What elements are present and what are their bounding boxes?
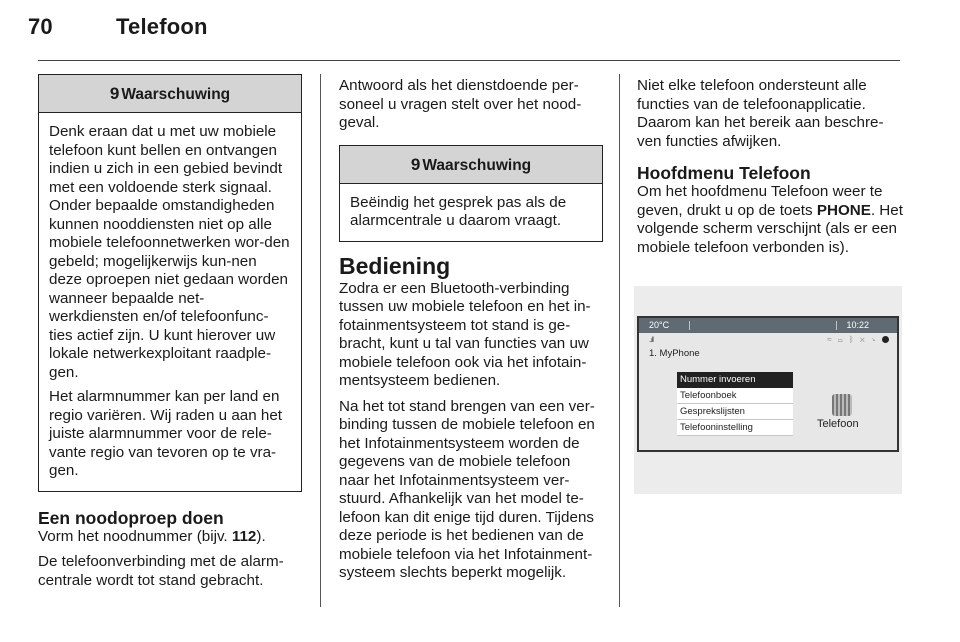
warning-paragraph: Het alarmnummer kan per land en regio variëren. Wij raden u aan het juiste alarmnummer voor de rele-vante regio van tevoren op te vra-gen. [49, 388, 283, 479]
signal-strength-icon: ..ıll [649, 337, 653, 344]
header-rule [38, 60, 900, 61]
wifi-icon: ≈ [827, 335, 834, 344]
message-icon: ▭ [837, 335, 845, 344]
paragraph [38, 528, 302, 547]
text: ). [256, 527, 266, 545]
status-bar [639, 318, 897, 333]
phone-key-label: PHONE [816, 201, 871, 219]
paragraph: Antwoord als het dienstdoende per-soneel u vragen stelt over het nood-geval. [339, 77, 582, 131]
paragraph: Zodra er een Bluetooth-verbinding tussen uw mobiele telefoon en het in-fotainmentsysteem tot stand is ge-bracht, kunt u tal van functies van uw mobiele telefoon ook via het infotain-mentsysteem bedienen. [339, 279, 591, 389]
phone-name: 1. MyPhone [649, 348, 700, 359]
text: . Het volgende scherm verschijnt (als er een mobiele telefoon verbonden is). [637, 201, 903, 256]
paragraph: De telefoonverbinding met de alarm-centrale wordt tot stand gebracht. [38, 553, 284, 589]
text: Om het hoofdmenu Telefoon weer te geven, drukt u op de toets [637, 183, 883, 219]
warning-header [39, 75, 301, 113]
warning-icon: 9 [410, 154, 421, 174]
warning-title: Waarschuwing [121, 86, 231, 103]
warning-paragraph: Denk eraan dat u met uw mobiele telefoon kunt bellen en ontvangen indien u zich in een gebied bevindt met een voldoende sterk signaal. Onder bepaalde omstandigheden kunnen nooddiensten niet op alle mobiele telefoonnetwerken wor-den gebeld; mogelijkerwijs kun-nen deze oproepen niet gedaan worden wanneer bepaalde net-werkdiensten en/of telefoonfunc-ties actief zijn. U kunt hierover uw lokale netwerkexploitant raadple-gen. [49, 123, 290, 381]
call-icon: ↘ [870, 335, 878, 344]
temperature: 20°C [649, 320, 670, 330]
warning-title: Waarschuwing [422, 156, 532, 174]
section-heading: Een noodoproep doen [38, 507, 224, 528]
divider [836, 321, 837, 330]
menu-item-phone-settings[interactable]: Telefooninstelling [677, 420, 793, 436]
warning-header [340, 146, 602, 184]
column-3 [637, 77, 903, 264]
warning-box [38, 74, 302, 492]
bluetooth-icon: ᛒ [848, 335, 856, 344]
warning-body [340, 184, 602, 241]
warning-paragraph: Beëindig het gesprek pas als de alarmcentrale u daarom vraagt. [350, 193, 567, 229]
divider [689, 321, 690, 330]
text: Vorm het noodnummer (bijv. [38, 527, 232, 545]
column-divider [320, 74, 321, 607]
page-title: Telefoon [116, 14, 208, 39]
infotainment-screen [637, 316, 899, 452]
clock: 10:22 [846, 320, 869, 330]
phone-app-label: Telefoon [817, 418, 859, 430]
status-icons [827, 335, 889, 344]
column-2 [339, 77, 603, 590]
section-heading: Hoofdmenu Telefoon [637, 163, 811, 183]
column-1 [38, 74, 302, 597]
phone-menu-illustration [634, 286, 902, 494]
phone-menu [677, 372, 793, 436]
warning-box [339, 145, 603, 242]
phone-app-icon[interactable] [832, 394, 852, 416]
paragraph: Niet elke telefoon ondersteunt alle functies van de telefoonapplicatie. Daarom kan het bereik aan beschre-ven functies afwijken. [637, 77, 884, 150]
paragraph [637, 183, 903, 257]
warning-icon: 9 [109, 84, 120, 103]
warning-body [39, 113, 301, 491]
menu-item-phonebook[interactable]: Telefoonboek [677, 388, 793, 404]
column-divider [619, 74, 620, 607]
paragraph: Na het tot stand brengen van een ver-binding tussen de mobiele telefoon en het Infotainmentsysteem worden de gegevens van de mobiele telefoon naar het Infotainmentsysteem ver-stuurd. Afhankelijk van het model te-lefoon kan dit enige tijd duren. Tijdens deze periode is het bedienen van de mobiele telefoon via het Infotainment-systeem slechts beperkt mogelijk. [339, 397, 595, 581]
menu-item-call-lists[interactable]: Gesprekslijsten [677, 404, 793, 420]
section-heading: Bediening [339, 252, 451, 279]
emergency-number: 112 [231, 527, 257, 545]
page-number: 70 [28, 14, 53, 39]
menu-item-enter-number[interactable]: Nummer invoeren [677, 372, 793, 388]
mute-icon: ✕ [859, 335, 867, 344]
status-dot-icon [882, 336, 889, 343]
